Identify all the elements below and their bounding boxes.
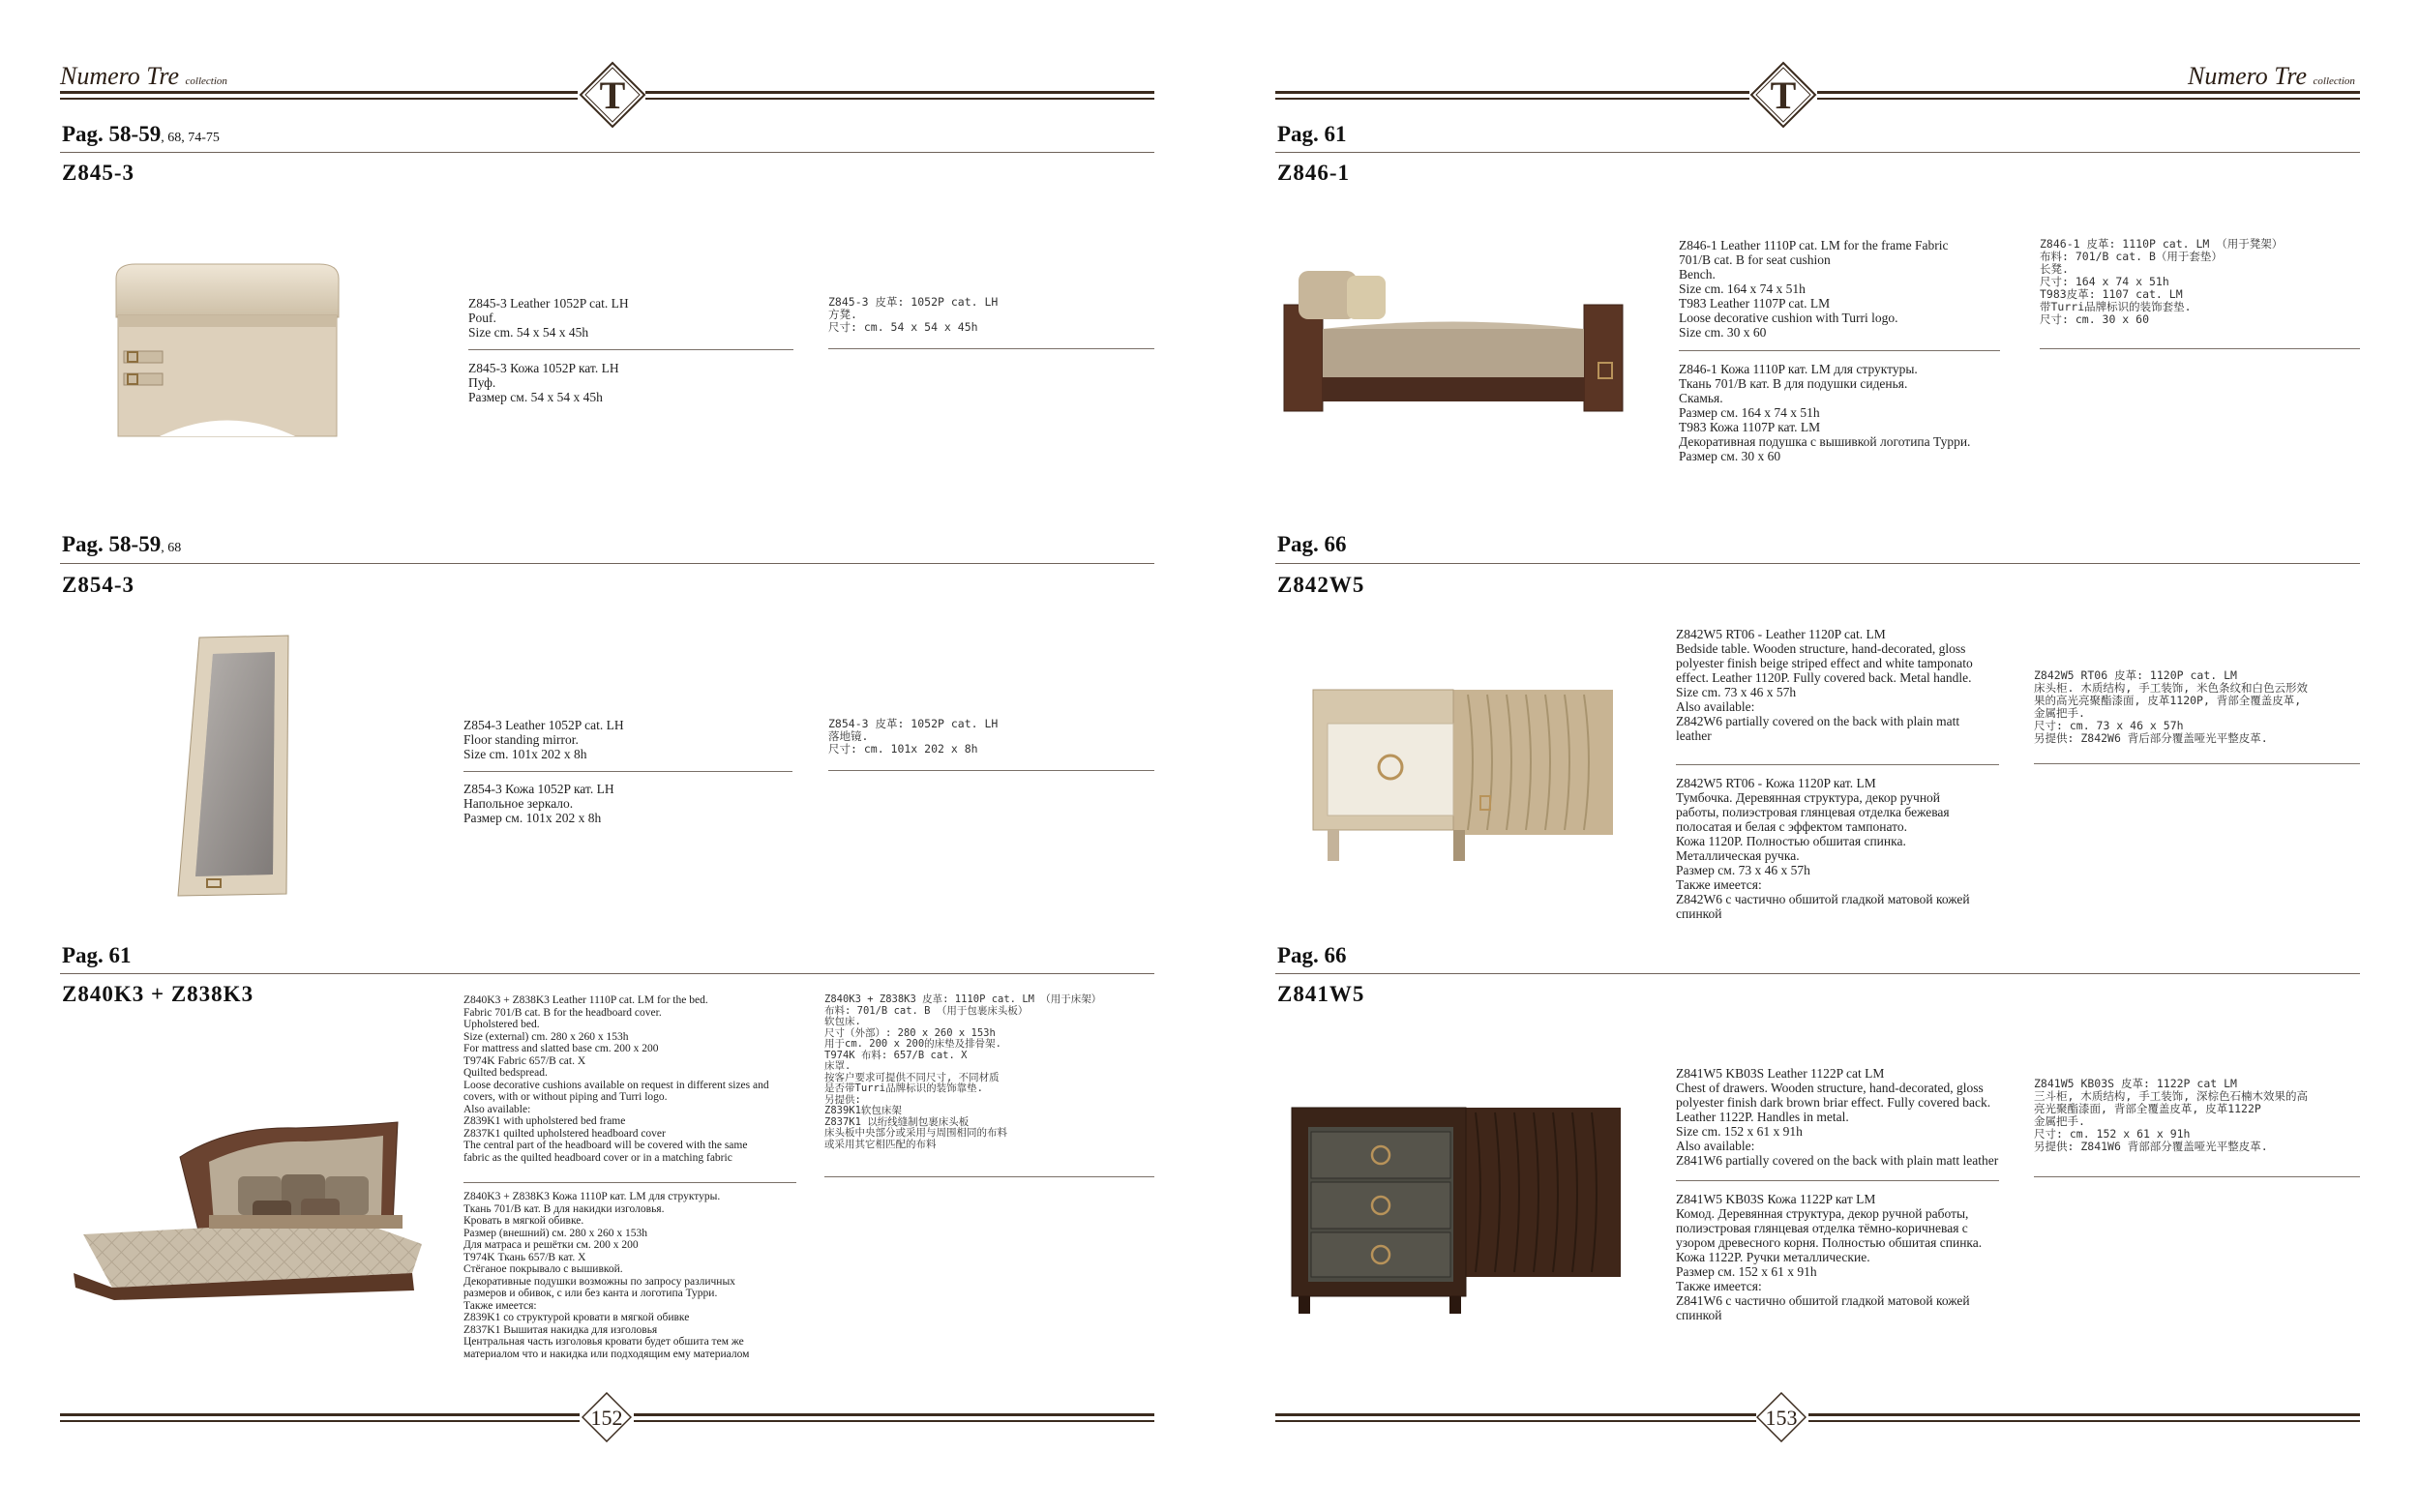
bed-image	[64, 1118, 430, 1302]
brand-logo-left	[60, 62, 227, 91]
section-4-en-line	[1679, 350, 2000, 351]
footer-rule-right-b	[1808, 1413, 2360, 1422]
section-2-divider	[60, 563, 1154, 564]
section-5-code: Z842W5	[1277, 573, 1365, 597]
section-6-divider	[1275, 973, 2360, 974]
mirror-image	[170, 633, 296, 899]
section-4-code: Z846-1	[1277, 161, 1350, 185]
section-5-desc-zh: Z842W5 RT06 皮革: 1120P cat. LM 床头柜. 木质结构, 手工装饰, 米色条纹和白色云形效 果的高光亮聚酯漆面, 皮革1120P, 背部全覆盖皮革, 金属把手. 尺寸: cm. 73 x 46 x 57h 另提供: Z842W6 背后部分覆盖哑光平整皮革.	[2034, 668, 2309, 745]
section-2-desc-zh: Z854-3 皮革: 1052P cat. LH 落地镜. 尺寸: cm. 101x 202 x 8h	[828, 717, 999, 756]
section-3-page-ref: Pag. 61	[62, 943, 132, 967]
bench-image	[1279, 261, 1628, 416]
section-3-code: Z840K3 + Z838K3	[62, 982, 254, 1006]
section-1-zh-line	[828, 348, 1154, 349]
section-4-desc-ru: Z846-1 Кожа 1110P кат. LM для структуры. Ткань 701/B кат. B для подушки сиденья. Скамья. Размер см. 164 x 74 x 51h T983 Кожа 1107P кат. LM Декоративная подушка с вышивкой логотипа Турри. Размер см. 30 x 60	[1679, 362, 1971, 463]
svg-text:T: T	[599, 74, 626, 117]
section-6-code: Z841W5	[1277, 982, 1365, 1006]
brand-name: Numero Tre	[2188, 62, 2308, 90]
section-6-desc-ru: Z841W5 KB03S Кожа 1122P кат LM Комод. Деревянная структура, декор ручной работы, полиэстровая глянцевая отделка тёмно-коричневая с узором древесного корня. Полностью обшитая спинка. Кожа 1122P. Ручки металлические. Размер см. 152 x 61 x 91h Также имеется: Z841W6 с частично обшитой гладкой матовой кожей спинкой	[1676, 1192, 1983, 1322]
section-4-page-ref: Pag. 61	[1277, 122, 1347, 146]
section-1-page-ref: Pag. 58-59, 68, 74-75	[62, 122, 220, 146]
footer-rule-left-b	[634, 1413, 1154, 1422]
section-1-desc-en: Z845-3 Leather 1052P cat. LH Pouf. Size cm. 54 x 54 x 45h	[468, 296, 629, 340]
section-3-divider	[60, 973, 1154, 974]
section-3-en-line	[463, 1182, 796, 1183]
right-page	[1210, 0, 2419, 1512]
brand-name: Numero Tre	[60, 62, 180, 90]
section-5-page-ref: Pag. 66	[1277, 532, 1347, 556]
brand-sub: collection	[2313, 75, 2355, 87]
section-5-desc-ru: Z842W5 RT06 - Кожа 1120P кат. LM Тумбочка. Деревянная структура, декор ручной работы, полиэстровая глянцевая отделка бежевая полосатая и белая с эффектом тампонато. Кожа 1120P. Полностью обшитая спинка. Металлическая ручка. Размер см. 73 x 46 x 57h Также имеется: Z842W6 с частично обшитой гладкой матовой кожей спинкой	[1676, 776, 1970, 921]
bedside-table-image	[1308, 675, 1628, 869]
section-6-desc-zh: Z841W5 KB03S 皮革: 1122P cat LM 三斗柜, 木质结构, 手工装饰, 深棕色石楠木效果的高 亮光聚酯漆面, 背部全覆盖皮革, 皮革1122P 金属把手. 尺寸: cm. 152 x 61 x 91h 另提供: Z841W6 背部部分覆盖哑光平整皮革.	[2034, 1077, 2309, 1153]
section-4-desc-zh: Z846-1 皮革: 1110P cat. LM （用于凳架） 布料: 701/B cat. B（用于套垫） 长凳. 尺寸: 164 x 74 x 51h T983皮革: 1107 cat. LM 带Turri品牌标识的装饰套垫. 尺寸: cm. 30 x 60	[2040, 237, 2284, 326]
section-4-zh-line	[2040, 348, 2360, 349]
section-5-en-line	[1676, 764, 1999, 765]
section-6-desc-en: Z841W5 KB03S Leather 1122P cat LM Chest of drawers. Wooden structure, hand-decorated, gloss polyester finish dark brown briar effect. Fully covered back. Leather 1122P. Handles in metal. Size cm. 152 x 61 x 91h Also available: Z841W6 partially covered on the back with plain matt leather	[1676, 1066, 1999, 1168]
section-1-en-line	[468, 349, 793, 350]
section-6-page-ref: Pag. 66	[1277, 943, 1347, 967]
section-3-desc-ru: Z840K3 + Z838K3 Кожа 1110P кат. LM для структуры. Ткань 701/B кат. B для накидки изголовья. Кровать в мягкой обивке. Размер (внешний) см. 280 x 260 x 153h Для матраса и решётки см. 200 x 200 T974K Ткань 657/B кат. X Стёганое покрывало с вышивкой. Декоративные подушки возможны по запросу различных размеров и обивок, с или без канта и логотипа Турри. Также имеется: Z839K1 со структурой кровати в мягкой обивке Z837K1 Вышитая накидка для изголовья Центральная часть изголовья кровати будет обшита тем же материалом что и накидка или подходящим ему материалом	[463, 1191, 750, 1360]
section-2-en-line	[463, 771, 792, 772]
section-5-divider	[1275, 563, 2360, 564]
section-4-desc-en: Z846-1 Leather 1110P cat. LM for the frame Fabric 701/B cat. B for seat cushion Bench. Size cm. 164 x 74 x 51h T983 Leather 1107P cat. LM Loose decorative cushion with Turri logo. Size cm. 30 x 60	[1679, 238, 1949, 340]
section-2-desc-en: Z854-3 Leather 1052P cat. LH Floor standing mirror. Size cm. 101x 202 x 8h	[463, 718, 624, 761]
section-6-zh-line	[2034, 1176, 2360, 1177]
header-rule-left-b	[645, 91, 1154, 100]
t-monogram-icon	[579, 61, 646, 129]
section-6-en-line	[1676, 1180, 1999, 1181]
footer-rule-right-a	[1275, 1413, 1756, 1422]
section-4-divider	[1275, 152, 2360, 153]
section-5-desc-en: Z842W5 RT06 - Leather 1120P cat. LM Bedside table. Wooden structure, hand-decorated, gloss polyester finish beige striped effect and white tamponato effect. Leather 1120P. Fully covered back. Metal handle. Size cm. 73 x 46 x 57h Also available: Z842W6 partially covered on the back with plain matt leather	[1676, 627, 1973, 743]
brand-sub: collection	[185, 75, 227, 87]
chest-of-drawers-image	[1287, 1103, 1626, 1316]
header-rule-right-a	[1275, 91, 1749, 100]
section-2-zh-line	[828, 770, 1154, 771]
section-2-page-ref: Pag. 58-59, 68	[62, 532, 182, 556]
section-5-zh-line	[2034, 763, 2360, 764]
pouf-image	[106, 259, 348, 453]
section-1-desc-ru: Z845-3 Кожа 1052P кат. LH Пуф. Размер см. 54 x 54 x 45h	[468, 361, 619, 404]
section-1-code: Z845-3	[62, 161, 134, 185]
header-rule-right-b	[1817, 91, 2360, 100]
section-2-code: Z854-3	[62, 573, 134, 597]
footer-rule-left-a	[60, 1413, 580, 1422]
section-1-desc-zh: Z845-3 皮革: 1052P cat. LH 方凳. 尺寸: cm. 54 x 54 x 45h	[828, 295, 999, 334]
svg-text:T: T	[1770, 74, 1797, 117]
section-3-desc-en: Z840K3 + Z838K3 Leather 1110P cat. LM for the bed. Fabric 701/B cat. B for the headboard cover. Upholstered bed. Size (external) cm. 280 x 260 x 153h For mattress and slatted base cm. 200 x 200 T974K Fabric 657/B cat. X Quilted bedspread. Loose decorative cushions available on request in different sizes and covers, with or without piping and Turri logo. Also available: Z839K1 with upholstered bed frame Z837K1 quilted upholstered headboard cover The central part of the headboard will be covered with the same fabric as the quilted headboard cover or in a matching fabric	[463, 994, 769, 1164]
page-number-left: 152	[582, 1392, 632, 1442]
section-1-divider	[60, 152, 1154, 153]
section-3-desc-zh: Z840K3 + Z838K3 皮革: 1110P cat. LM （用于床架） 布料: 701/B cat. B （用于包裹床头板） 软包床. 尺寸（外部）: 280 x 260 x 153h 用于cm. 200 x 200的床垫及排骨架. T974K 布料: 657/B cat. X 床罩. 按客户要求可提供不同尺寸, 不同材质 是否带Turri品牌标识的装饰靠垫. 另提供: Z839K1软包床架 Z837K1 以绗线缝制包裹床头板 床头板中央部分或采用与周围相同的布料 或采用其它相匹配的布料	[824, 993, 1102, 1150]
section-2-desc-ru: Z854-3 Кожа 1052P кат. LH Напольное зеркало. Размер см. 101x 202 x 8h	[463, 782, 614, 825]
section-3-zh-line	[824, 1176, 1154, 1177]
page-number-right: 153	[1756, 1392, 1807, 1442]
header-rule-left-a	[60, 91, 578, 100]
brand-logo-right	[2188, 62, 2355, 91]
t-monogram-icon	[1749, 61, 1817, 129]
